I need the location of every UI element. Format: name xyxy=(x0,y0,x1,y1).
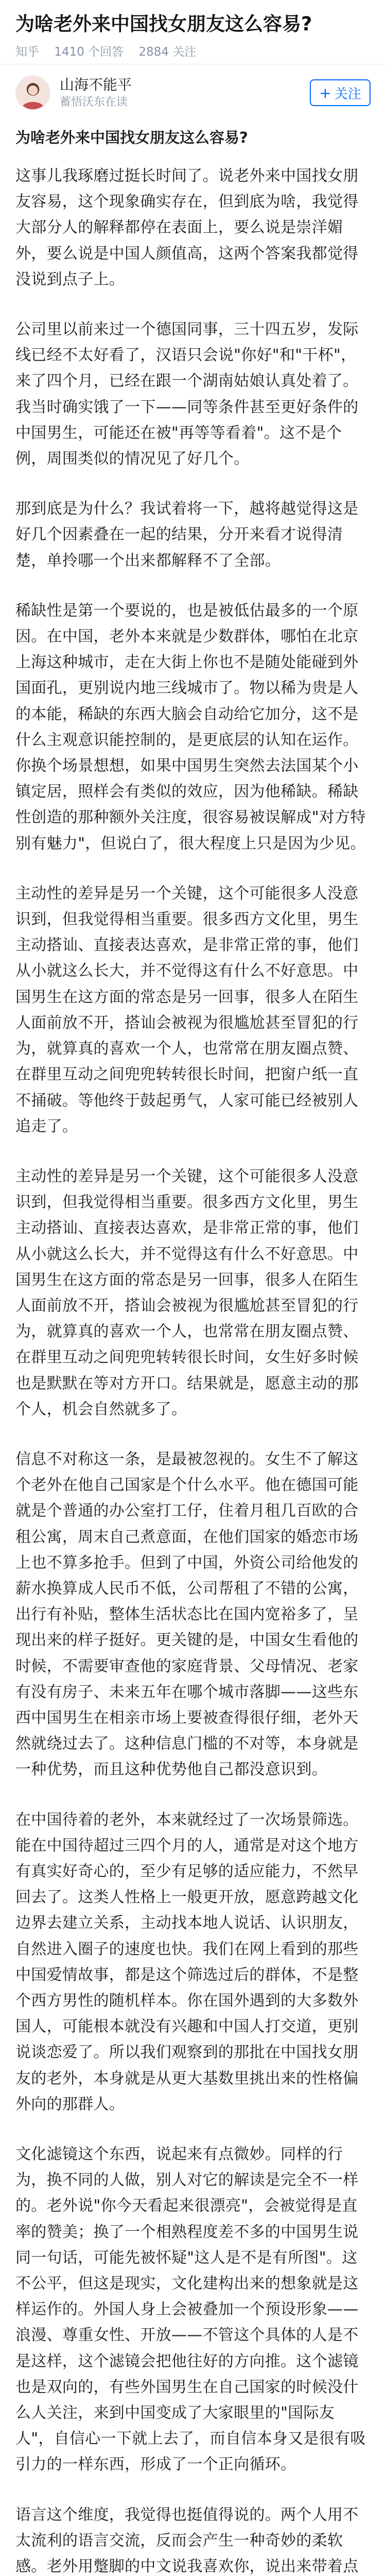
site-label: 知乎 xyxy=(15,45,39,59)
answer-paragraph: 文化滤镜这个东西，说起来有点微妙。同样的行为，换不同的人做，别人对它的解读是完全不一样的。老外说"你今天看起来很漂亮"，会被觉得是直率的赞美；换了一个相熟程度差不多的中国男生说同一句话，可能先被怀疑"这人是不是有所图"。这不公平，但这是现实，文化建构出来的想象就是这样运作的。外国人身上会被叠加一个预设形象——浪漫、尊重女性、开放——不管这个具体的人是不是这样，这个滤镜会把他往好的方向推。这个滤镜也是双向的，有些外国男生在自己国家的时候没什么人关注，来到中国变成了大家眼里的"国际友人"，自信心一下就上去了，而自信本身又是很有吸引力的一样东西，形成了一个正向循环。 xyxy=(15,2145,366,2474)
answer-paragraph: 在中国待着的老外，本来就经过了一次场景筛选。能在中国待超过三四个月的人，通常是对这个地方有真实好奇心的，至少有足够的适应能力，不然早回去了。这类人性格上一般更开放，愿意跨越文化边界去建立关系，主动找本地人说话、认识朋友，自然进入圈子的速度也快。我们在网上看到的那些中国爱情故事，都是这个筛选过后的群体，不是整个西方男性的随机样本。你在国外遇到的大多数外国人，可能根本就没有兴趣和中国人打交道，更别说谈恋爱了。所以我们观察到的那批在中国找女朋友的老外，本身就是从更大基数里挑出来的性格偏外向的那群人。 xyxy=(15,1810,359,2113)
answer-paragraph: 这事儿我琢磨过挺长时间了。说老外来中国找女朋友容易，这个现象确实存在，但到底为啥，我觉得大部分人的解释都停在表面上，要么说是崇洋媚外，要么说是中国人颜值高，这两个答案我都觉得没说到点子上。 xyxy=(15,167,359,289)
answer-paragraph: 公司里以前来过一个德国同事，三十四五岁，发际线已经不太好看了，汉语只会说"你好"和"干杯"，来了四个月，已经在跟一个湖南姑娘认真处着了。我当时确实饿了一下——同等条件甚至更好条件的中国男生，可能还在被"再等等看着"。这不是个例，周围类似的情况见了好几个。 xyxy=(15,320,359,468)
author-avatar[interactable] xyxy=(15,75,50,110)
question-meta xyxy=(15,43,371,64)
answer-paragraph: 语言这个维度，我觉得也挺值得说的。两个人用不太流利的语言交流，反而会产生一种奇妙的柔软感。老外用蹩脚的中文说我喜欢你，说出来带着点 xyxy=(15,2505,359,2576)
answer-paragraph: 稀缺性是第一个要说的，也是被低估最多的一个原因。在中国，老外本来就是少数群体，哪怕在北京上海这种城市，走在大街上你也不是随处能碰到外国面孔，更别说内地三线城市了。物以稀为贵是人的本能，稀缺的东西大脑会自动给它加分，这不是什么主观意识能控制的，是更底层的认知在运作。你换个场景想想，如果中国男生突然去法国某个小镇定居，照样会有类似的效应，因为他稀缺。稀缺性创造的那种额外关注度，很容易被误解成"对方特别有魅力"，但说白了，很大程度上只是因为少见。 xyxy=(15,601,366,853)
author-bio: 蓄悟沃东在读 xyxy=(60,96,128,109)
follow-label: 关注 xyxy=(334,86,361,102)
follow-button[interactable] xyxy=(310,79,371,106)
answer-count[interactable]: 1410 个回答 xyxy=(54,45,124,59)
answer-paragraph: 主动性的差异是另一个关键，这个可能很多人没意识到，但我觉得相当重要。很多西方文化里，男生主动搭讪、直接表达喜欢，是非常正常的事，他们从小就这么长大，并不觉得这有什么不好意思。中国男生在这方面的常态是另一回事，很多人在陌生人面前放不开，搭讪会被视为很尴尬甚至冒犯的行为，就算真的喜欢一个人，也常常在朋友圈点赞、在群里互动之间兜兜转转很长时间，把窗户纸一直不捅破。等他终于鼓起勇气，人家可能已经被别人追走了。 xyxy=(15,884,359,1136)
follower-count: 2884 关注 xyxy=(138,45,197,59)
answer-title: 为啥老外来中国找女朋友这么容易? xyxy=(15,129,248,146)
answer-paragraph: 那到底是为什么？我试着将一下，越将越觉得这是好几个因素叠在一起的结果，分开来看才说得清楚，单拎哪一个出来都解释不了全部。 xyxy=(15,500,359,570)
author-info xyxy=(60,75,310,110)
answer-paragraph: 信息不对称这一条，是最被忽视的。女生不了解这个老外在他自己国家是个什么水平。他在德国可能就是个普通的办公室打工仔，住着月租几百欧的合租公寓，周末自己煮意面，在他们国家的婚恋市场上也不算多抢手。但到了中国，外资公司给他发的薪水换算成人民币不低，公司帮租了不错的公寓，出行有补贴，整体生活状态比在国内宽裕多了，呈现出来的样子挺好。更关键的是，中国女生看他的时候，不需要审查他的家庭背景、父母情况、老家有没有房子、未来五年在哪个城市落脚——这些东西中国男生在相亲市场上要被查得很仔细，老外天然就绕过去了。这种信息门槛的不对等，本身就是一种优势，而且这种优势他自己都没意识到。 xyxy=(15,1450,359,1779)
author-bar xyxy=(15,64,371,121)
plus-icon: + xyxy=(319,84,331,101)
avatar-illustration xyxy=(16,76,49,109)
question-title[interactable]: 为啥老外来中国找女朋友这么容易? xyxy=(15,13,312,35)
answer-paragraph: 主动性的差异是另一个关键，这个可能很多人没意识到，但我觉得相当重要。很多西方文化里，男生主动搭讪、直接表达喜欢，是非常正常的事，他们从小就这么长大，并不觉得这有什么不好意思。中国男生在这方面的常态是另一回事，很多人在陌生人面前放不开，搭讪会被视为很尴尬甚至冒犯的行为，就算真的喜欢一个人，也常常在朋友圈点赞、在群里互动之间兜兜转转很长时间，女生好多时候也是默默在等对方开口。结果就是，愿意主动的那个人，机会自然就多了。 xyxy=(15,1167,359,1418)
answer-body xyxy=(15,163,371,2576)
author-name[interactable]: 山海不能平 xyxy=(60,76,132,93)
